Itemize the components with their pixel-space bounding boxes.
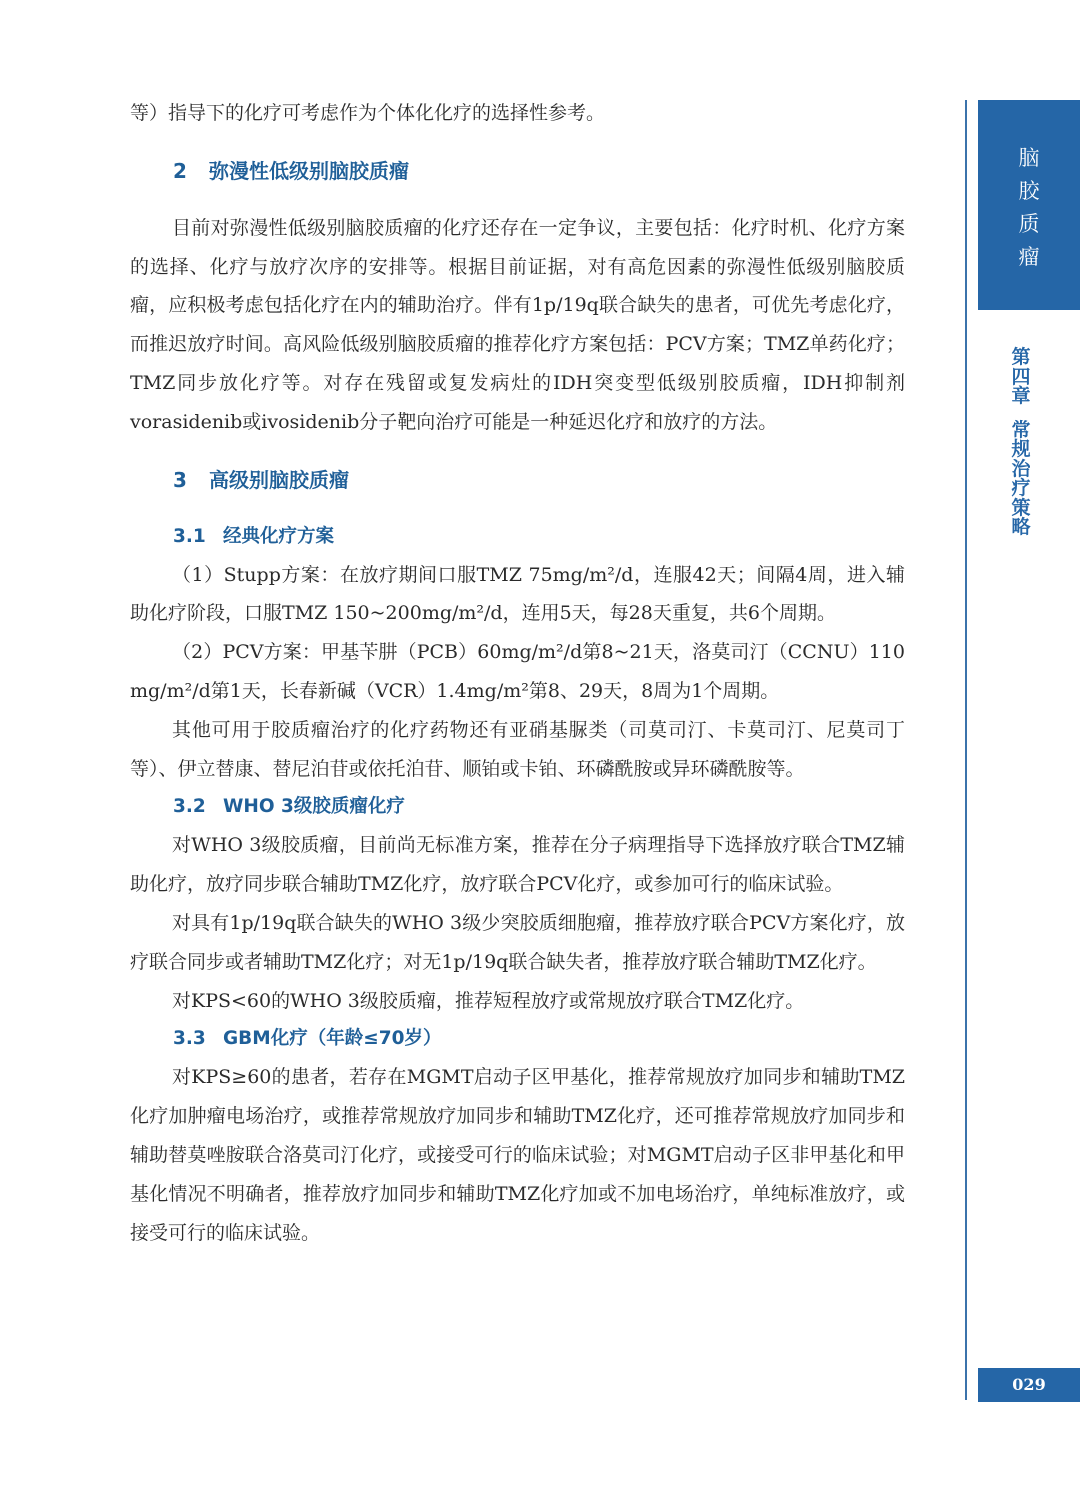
section-tab xyxy=(978,100,1080,310)
subsection-title: WHO 3级胶质瘤化疗 xyxy=(223,796,405,818)
page-number: 029 xyxy=(978,1368,1080,1402)
paragraph-stupp: （1）Stupp方案：在放疗期间口服TMZ 75mg/m²/d，连服42天；间隔4周，进入辅助化疗阶段，口服TMZ 150~200mg/m²/d，连用5天，每28天重复，共6个周期。 xyxy=(130,563,905,625)
subsection-title: 经典化疗方案 xyxy=(223,525,335,547)
subsection-number: 3.1 xyxy=(173,525,206,547)
chapter-title-char: 章 xyxy=(1011,385,1031,407)
subsection-title: GBM化疗（年龄≤70岁） xyxy=(223,1028,442,1050)
paragraph-gbm: 对KPS≥60的患者，若存在MGMT启动子区甲基化，推荐常规放疗加同步和辅助TMZ化疗加肿瘤电场治疗，或推荐常规放疗加同步和辅助TMZ化疗，还可推荐常规放疗加同步和辅助替莫唑胺联合洛莫司汀化疗，或接受可行的临床试验；对MGMT启动子区非甲基化和甲基化情况不明确者，推荐放疗加同步和辅助TMZ化疗加或不加电场治疗，单纯标准放疗，或接受可行的临床试验。 xyxy=(130,1066,905,1244)
section-title: 弥漫性低级别脑胶质瘤 xyxy=(209,158,409,183)
margin-divider-line xyxy=(965,100,967,1400)
section-heading-2 xyxy=(130,151,905,191)
subsection-heading-3-1 xyxy=(130,518,905,556)
subsection-heading-3-2 xyxy=(130,788,905,826)
chapter-title-char: 治 xyxy=(1011,457,1031,480)
paragraph-pcv: （2）PCV方案：甲基苄肼（PCB）60mg/m²/d第8~21天，洛莫司汀（CCNU）110 mg/m²/d第1天，长春新碱（VCR）1.4mg/m²第8、29天，8周为1个周期。 xyxy=(130,641,905,702)
paragraph-continuation: 等）指导下的化疗可考虑作为个体化化疗的选择性参考。 xyxy=(130,102,606,124)
chapter-title-vertical xyxy=(1010,348,1032,538)
chapter-title-char: 四 xyxy=(1011,365,1031,388)
subsection-number: 3.2 xyxy=(173,796,206,818)
chapter-title-char: 规 xyxy=(1011,438,1031,460)
chapter-title-char: 略 xyxy=(1011,516,1031,538)
chapter-title-char: 常 xyxy=(1011,418,1031,441)
section-title: 高级别脑胶质瘤 xyxy=(209,467,349,492)
paragraph-who3: 对WHO 3级胶质瘤，目前尚无标准方案，推荐在分子病理指导下选择放疗联合TMZ辅助化疗，放疗同步联合辅助TMZ化疗，放疗联合PCV化疗，或参加可行的临床试验。 xyxy=(130,834,905,896)
paragraph-low-grade: 目前对弥漫性低级别脑胶质瘤的化疗还存在一定争议，主要包括：化疗时机、化疗方案的选择、化疗与放疗次序的安排等。根据目前证据，对有高危因素的弥漫性低级别脑胶质瘤，应积极考虑包括化疗在内的辅助治疗。伴有1p/19q联合缺失的患者，可优先考虑化疗，而推迟放疗时间。高风险低级别脑胶质瘤的推荐化疗方案包括：PCV方案；TMZ单药化疗；TMZ同步放化疗等。对存在残留或复发病灶的IDH突变型低级别胶质瘤，IDH抑制剂vorasidenib或ivosidenib分子靶向治疗可能是一种延迟化疗和放疗的方法。 xyxy=(130,216,905,433)
section-tab-title: 脑胶质瘤 xyxy=(1018,146,1040,269)
main-content xyxy=(130,94,905,1252)
subsection-heading-3-3 xyxy=(130,1020,905,1058)
subsection-number: 3.3 xyxy=(173,1028,206,1050)
chapter-title-char: 策 xyxy=(1011,496,1031,519)
paragraph-kps-low: 对KPS<60的WHO 3级胶质瘤，推荐短程放疗或常规放疗联合TMZ化疗。 xyxy=(172,989,805,1012)
chapter-title-char: 疗 xyxy=(1011,477,1031,499)
paragraph-1p19q: 对具有1p/19q联合缺失的WHO 3级少突胶质细胞瘤，推荐放疗联合PCV方案化疗，放疗联合同步或者辅助TMZ化疗；对无1p/19q联合缺失者，推荐放疗联合辅助TMZ化疗。 xyxy=(130,911,905,973)
chapter-title-char: 第 xyxy=(1011,346,1031,368)
section-heading-3 xyxy=(130,460,905,500)
section-number: 3 xyxy=(173,467,187,492)
section-number: 2 xyxy=(173,158,187,183)
paragraph-other-drugs: 其他可用于胶质瘤治疗的化疗药物还有亚硝基脲类（司莫司汀、卡莫司汀、尼莫司丁等）、伊立替康、替尼泊苷或依托泊苷、顺铂或卡铂、环磷酰胺或异环磷酰胺等。 xyxy=(130,718,905,780)
